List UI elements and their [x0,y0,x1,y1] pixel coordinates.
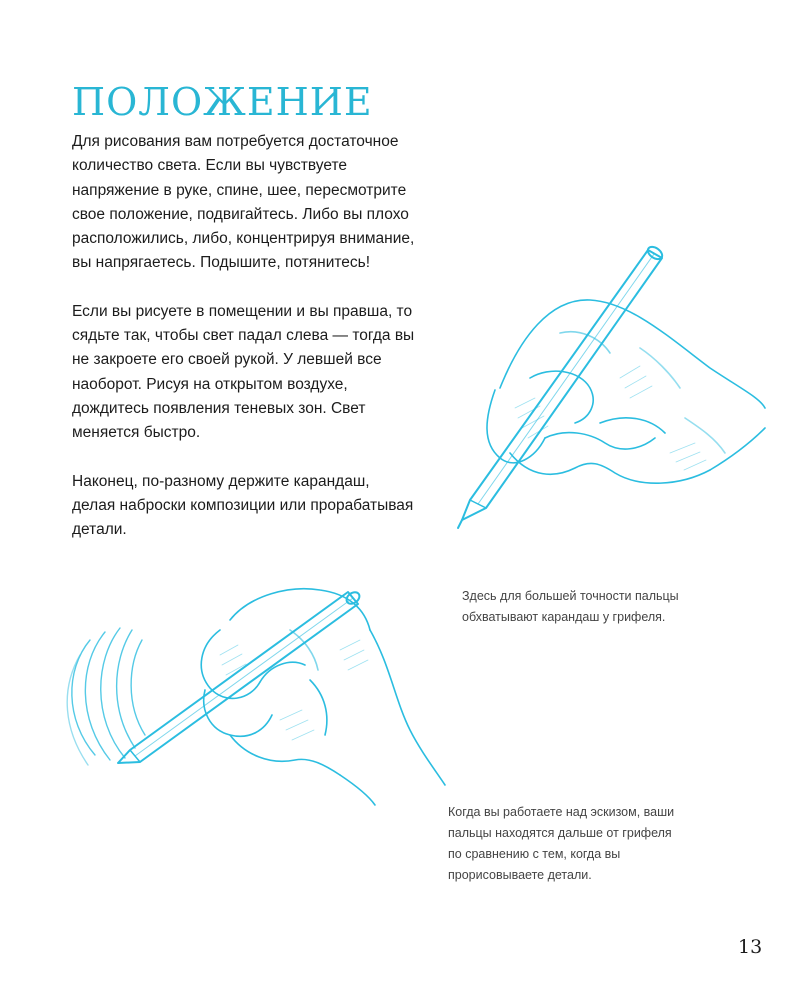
hand-holding-pencil-near-tip-icon [440,238,770,538]
body-text [72,130,417,566]
caption-sketch-grip: Когда вы работаете над эскизом, ваши пальцы находятся дальше от грифеля по сравнению с тем, когда вы прорисовываете детали. [448,805,675,882]
paragraph-pencil-grip: Наконец, по-разному держите карандаш, делая наброски композиции или прорабатывая детали. [72,472,414,539]
hand-holding-pencil-far-from-tip-icon [50,570,460,810]
hand [487,300,765,483]
page-title: ПОЛОЖЕНИЕ [72,80,373,124]
pencil [458,244,664,528]
hatching [515,366,706,470]
caption-detail-grip: Здесь для большей точности пальцы обхватывают карандаш у грифеля. [462,589,679,624]
paragraph-light-direction: Если вы рисуете в помещении и вы правша, то сядьте так, чтобы свет падал слева — тогда вы не закроете его своей рукой. У левшей все наоборот. Рисуя на открытом воздухе, дождитесь появления теневых зон. Свет меняется быстро. [72,302,415,442]
page-number: 13 [738,936,763,958]
hand [201,589,445,805]
hatching [220,640,368,740]
sketch-strokes [67,628,145,765]
paragraph-lighting: Для рисования вам потребуется достаточное количество света. Если вы чувствуете напряжение в руке, спине, шее, пересмотрите свое положение, подвигайтесь. Либо вы плохо расположились, либо, концентрируя внимание, вы напрягаетесь. Подышите, потянитесь! [72,133,415,272]
